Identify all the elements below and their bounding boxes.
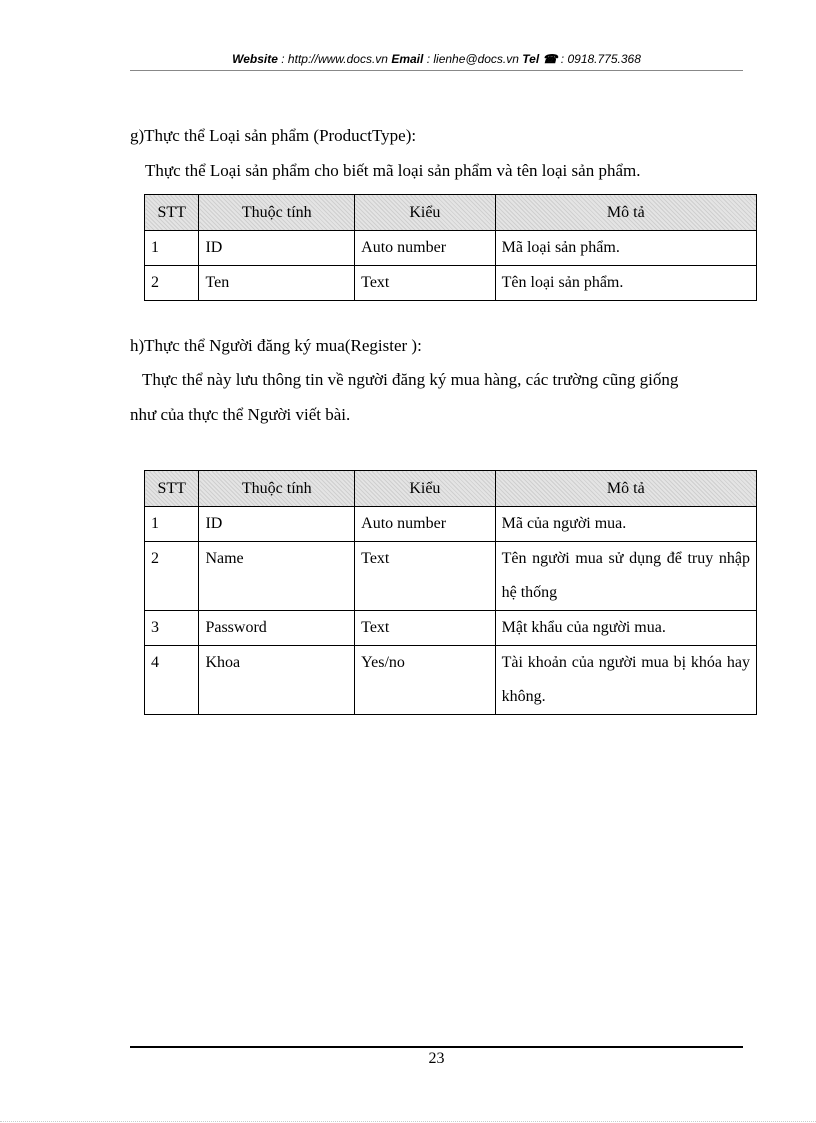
cell-type: Text: [355, 266, 495, 301]
table-row: [145, 542, 757, 611]
email-label: Email: [391, 52, 424, 66]
section-h-intro-line2: như của thực thể Người viết bài.: [130, 405, 351, 424]
page-number: 23: [428, 1050, 445, 1067]
cell-stt: 2: [145, 266, 199, 301]
table-row: [145, 646, 757, 715]
cell-attribute: ID: [199, 231, 355, 266]
table-header-row: [145, 195, 757, 231]
tel-value: : 0918.775.368: [560, 52, 641, 66]
cell-description: Mật khẩu của người mua.: [495, 611, 756, 646]
table-row: [145, 507, 757, 542]
header-description: Mô tả: [495, 195, 756, 231]
website-label: Website: [232, 52, 278, 66]
cell-attribute: ID: [199, 507, 355, 542]
section-h-intro-line1: Thực thể này lưu thông tin về người đăng ký mua hàng, các trường cũng giống: [142, 370, 679, 389]
cell-type: Text: [355, 611, 495, 646]
tel-label: Tel ☎: [522, 52, 558, 66]
cell-stt: 4: [145, 646, 199, 715]
section-h-heading: h)Thực thể Người đăng ký mua(Register ):: [130, 336, 422, 355]
cell-description: Mã loại sản phẩm.: [495, 231, 756, 266]
cell-type: Auto number: [355, 507, 495, 542]
cell-description: Mã của người mua.: [495, 507, 756, 542]
table-row: [145, 231, 757, 266]
table-row: [145, 266, 757, 301]
cell-stt: 2: [145, 542, 199, 611]
cell-stt: 1: [145, 231, 199, 266]
cell-type: Text: [355, 542, 495, 611]
cell-stt: 3: [145, 611, 199, 646]
header-stt: STT: [145, 195, 199, 231]
cell-type: Auto number: [355, 231, 495, 266]
cell-stt: 1: [145, 507, 199, 542]
header-attribute: Thuộc tính: [199, 471, 355, 507]
cell-attribute: Name: [199, 542, 355, 611]
table-header-row: [145, 471, 757, 507]
header-stt: STT: [145, 471, 199, 507]
cell-description: Tài khoản của người mua bị khóa hay không.: [495, 646, 756, 715]
cell-attribute: Password: [199, 611, 355, 646]
product-type-table: [144, 194, 757, 301]
page-bottom-border: [0, 1121, 816, 1122]
cell-attribute: Khoa: [199, 646, 355, 715]
cell-description: Tên người mua sử dụng để truy nhập hệ thống: [495, 542, 756, 611]
header-type: Kiểu: [355, 471, 495, 507]
header-divider: [130, 70, 743, 71]
footer-divider: [130, 1046, 743, 1048]
register-table: [144, 470, 757, 715]
header-type: Kiểu: [355, 195, 495, 231]
email-value: : lienhe@docs.vn: [426, 52, 519, 66]
header-attribute: Thuộc tính: [199, 195, 355, 231]
cell-type: Yes/no: [355, 646, 495, 715]
section-g-heading: g)Thực thể Loại sản phẩm (ProductType):: [130, 126, 417, 145]
cell-description: Tên loại sản phẩm.: [495, 266, 756, 301]
table-row: [145, 611, 757, 646]
header-description: Mô tả: [495, 471, 756, 507]
cell-attribute: Ten: [199, 266, 355, 301]
page-header: [130, 52, 743, 66]
website-value: : http://www.docs.vn: [281, 52, 388, 66]
section-g-intro: Thực thể Loại sản phẩm cho biết mã loại sản phẩm và tên loại sản phẩm.: [145, 161, 641, 180]
